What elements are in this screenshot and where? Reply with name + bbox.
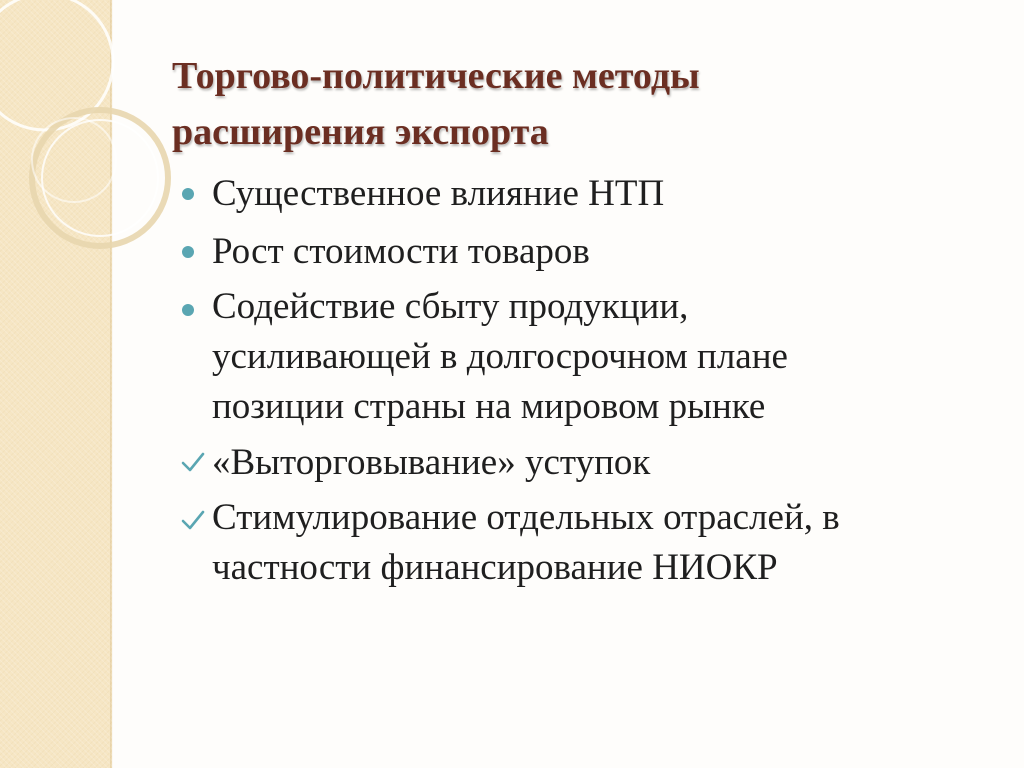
slide-title-line-2: расширения экспорта xyxy=(172,111,549,153)
list-item-text-line: усиливающей в долгосрочном плане xyxy=(212,336,788,377)
list-item xyxy=(182,493,1002,593)
bullet-dot-icon xyxy=(182,304,194,316)
list-item-text-line: Стимулирование отдельных отраслей, в xyxy=(212,497,840,538)
list-item xyxy=(182,282,1002,432)
list-item-text-line: позиции страны на мировом рынке xyxy=(212,386,766,427)
checkmark-icon xyxy=(180,449,206,475)
list-item xyxy=(182,435,1002,490)
list-item-text-line: Содействие сбыту продукции, xyxy=(212,286,689,327)
list-item-text: Рост стоимости товаров xyxy=(212,231,590,272)
list-item-text: Существенное влияние НТП xyxy=(212,173,665,214)
list-item xyxy=(182,224,1002,279)
list-item xyxy=(182,166,1002,221)
bullet-dot-icon xyxy=(182,246,194,258)
checkmark-icon xyxy=(180,507,206,533)
list-item-text-line: частности финансирование НИОКР xyxy=(212,547,778,588)
list-item-text: «Выторговывание» уступок xyxy=(212,442,651,483)
bullet-list xyxy=(182,166,1002,596)
bullet-dot-icon xyxy=(182,188,194,200)
slide-title-line-1: Торгово-политические методы xyxy=(172,55,700,97)
slide-title xyxy=(172,48,992,160)
